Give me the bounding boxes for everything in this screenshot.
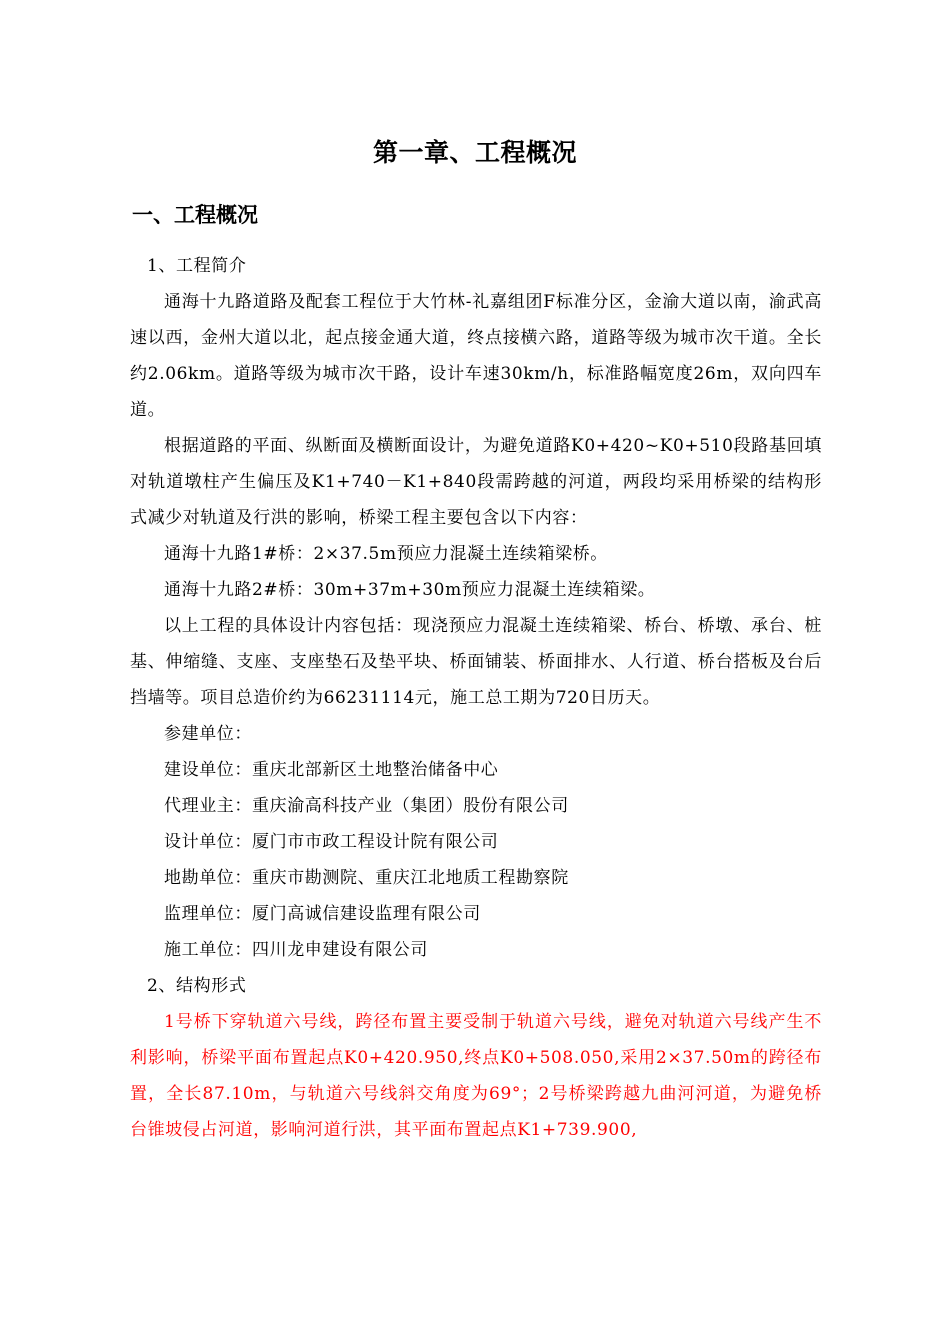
participant-line: 设计单位：厦门市市政工程设计院有限公司 [164, 832, 499, 852]
subsection-heading-project-intro: 1、工程简介 [147, 256, 247, 276]
paragraph-project-intro: 通海十九路道路及配套工程位于大竹林-礼嘉组团F标准分区，金渝大道以南，渝武高速以西，金州大道以北，起点接金通大道，终点接横六路，道路等级为城市次干道。全长约2.06km。道路等级为城市次干路，设计车速30km/h，标准路幅宽度26m，双向四车道。 [130, 292, 822, 420]
paragraph-design-basis: 根据道路的平面、纵断面及横断面设计，为避免道路K0+420~K0+510段路基回填对轨道墩柱产生偏压及K1+740－K1+840段需跨越的河道，两段均采用桥梁的结构形式减少对轨道及行洪的影响，桥梁工程主要包含以下内容： [130, 436, 822, 528]
participants-heading: 参建单位： [164, 724, 252, 744]
paragraph-design-scope: 以上工程的具体设计内容包括：现浇预应力混凝土连续箱梁、桥台、桥墩、承台、桩基、伸缩缝、支座、支座垫石及垫平块、桥面铺装、桥面排水、人行道、桥台搭板及台后挡墙等。项目总造价约为66231114元，施工总工期为720日历天。 [130, 616, 822, 708]
participant-line: 建设单位：重庆北部新区土地整治储备中心 [164, 760, 499, 780]
participant-line: 代理业主：重庆渝高科技产业（集团）股份有限公司 [164, 796, 569, 816]
chapter-title: 第一章、工程概况 [372, 138, 577, 167]
paragraph-bridge-2: 通海十九路2#桥：30m+37m+30m预应力混凝土连续箱梁。 [164, 580, 656, 600]
document-body [130, 248, 822, 1148]
section-title: 一、工程概况 [132, 203, 258, 227]
paragraph-bridge-1: 通海十九路1#桥：2×37.5m预应力混凝土连续箱梁桥。 [164, 544, 608, 564]
paragraph-structure-form: 1号桥下穿轨道六号线，跨径布置主要受制于轨道六号线，避免对轨道六号线产生不利影响，桥梁平面布置起点K0+420.950,终点K0+508.050,采用2×37.50m的跨径布置，全长87.10m，与轨道六号线斜交角度为69°；2号桥梁跨越九曲河河道，为避免桥台锥坡侵占河道，影响河道行洪，其平面布置起点K1+739.900, [130, 1012, 822, 1140]
subsection-heading-structure: 2、结构形式 [147, 976, 247, 996]
participant-line: 监理单位：厦门高诚信建设监理有限公司 [164, 904, 481, 924]
participant-line: 地勘单位：重庆市勘测院、重庆江北地质工程勘察院 [164, 868, 569, 888]
participant-line: 施工单位：四川龙申建设有限公司 [164, 940, 428, 960]
